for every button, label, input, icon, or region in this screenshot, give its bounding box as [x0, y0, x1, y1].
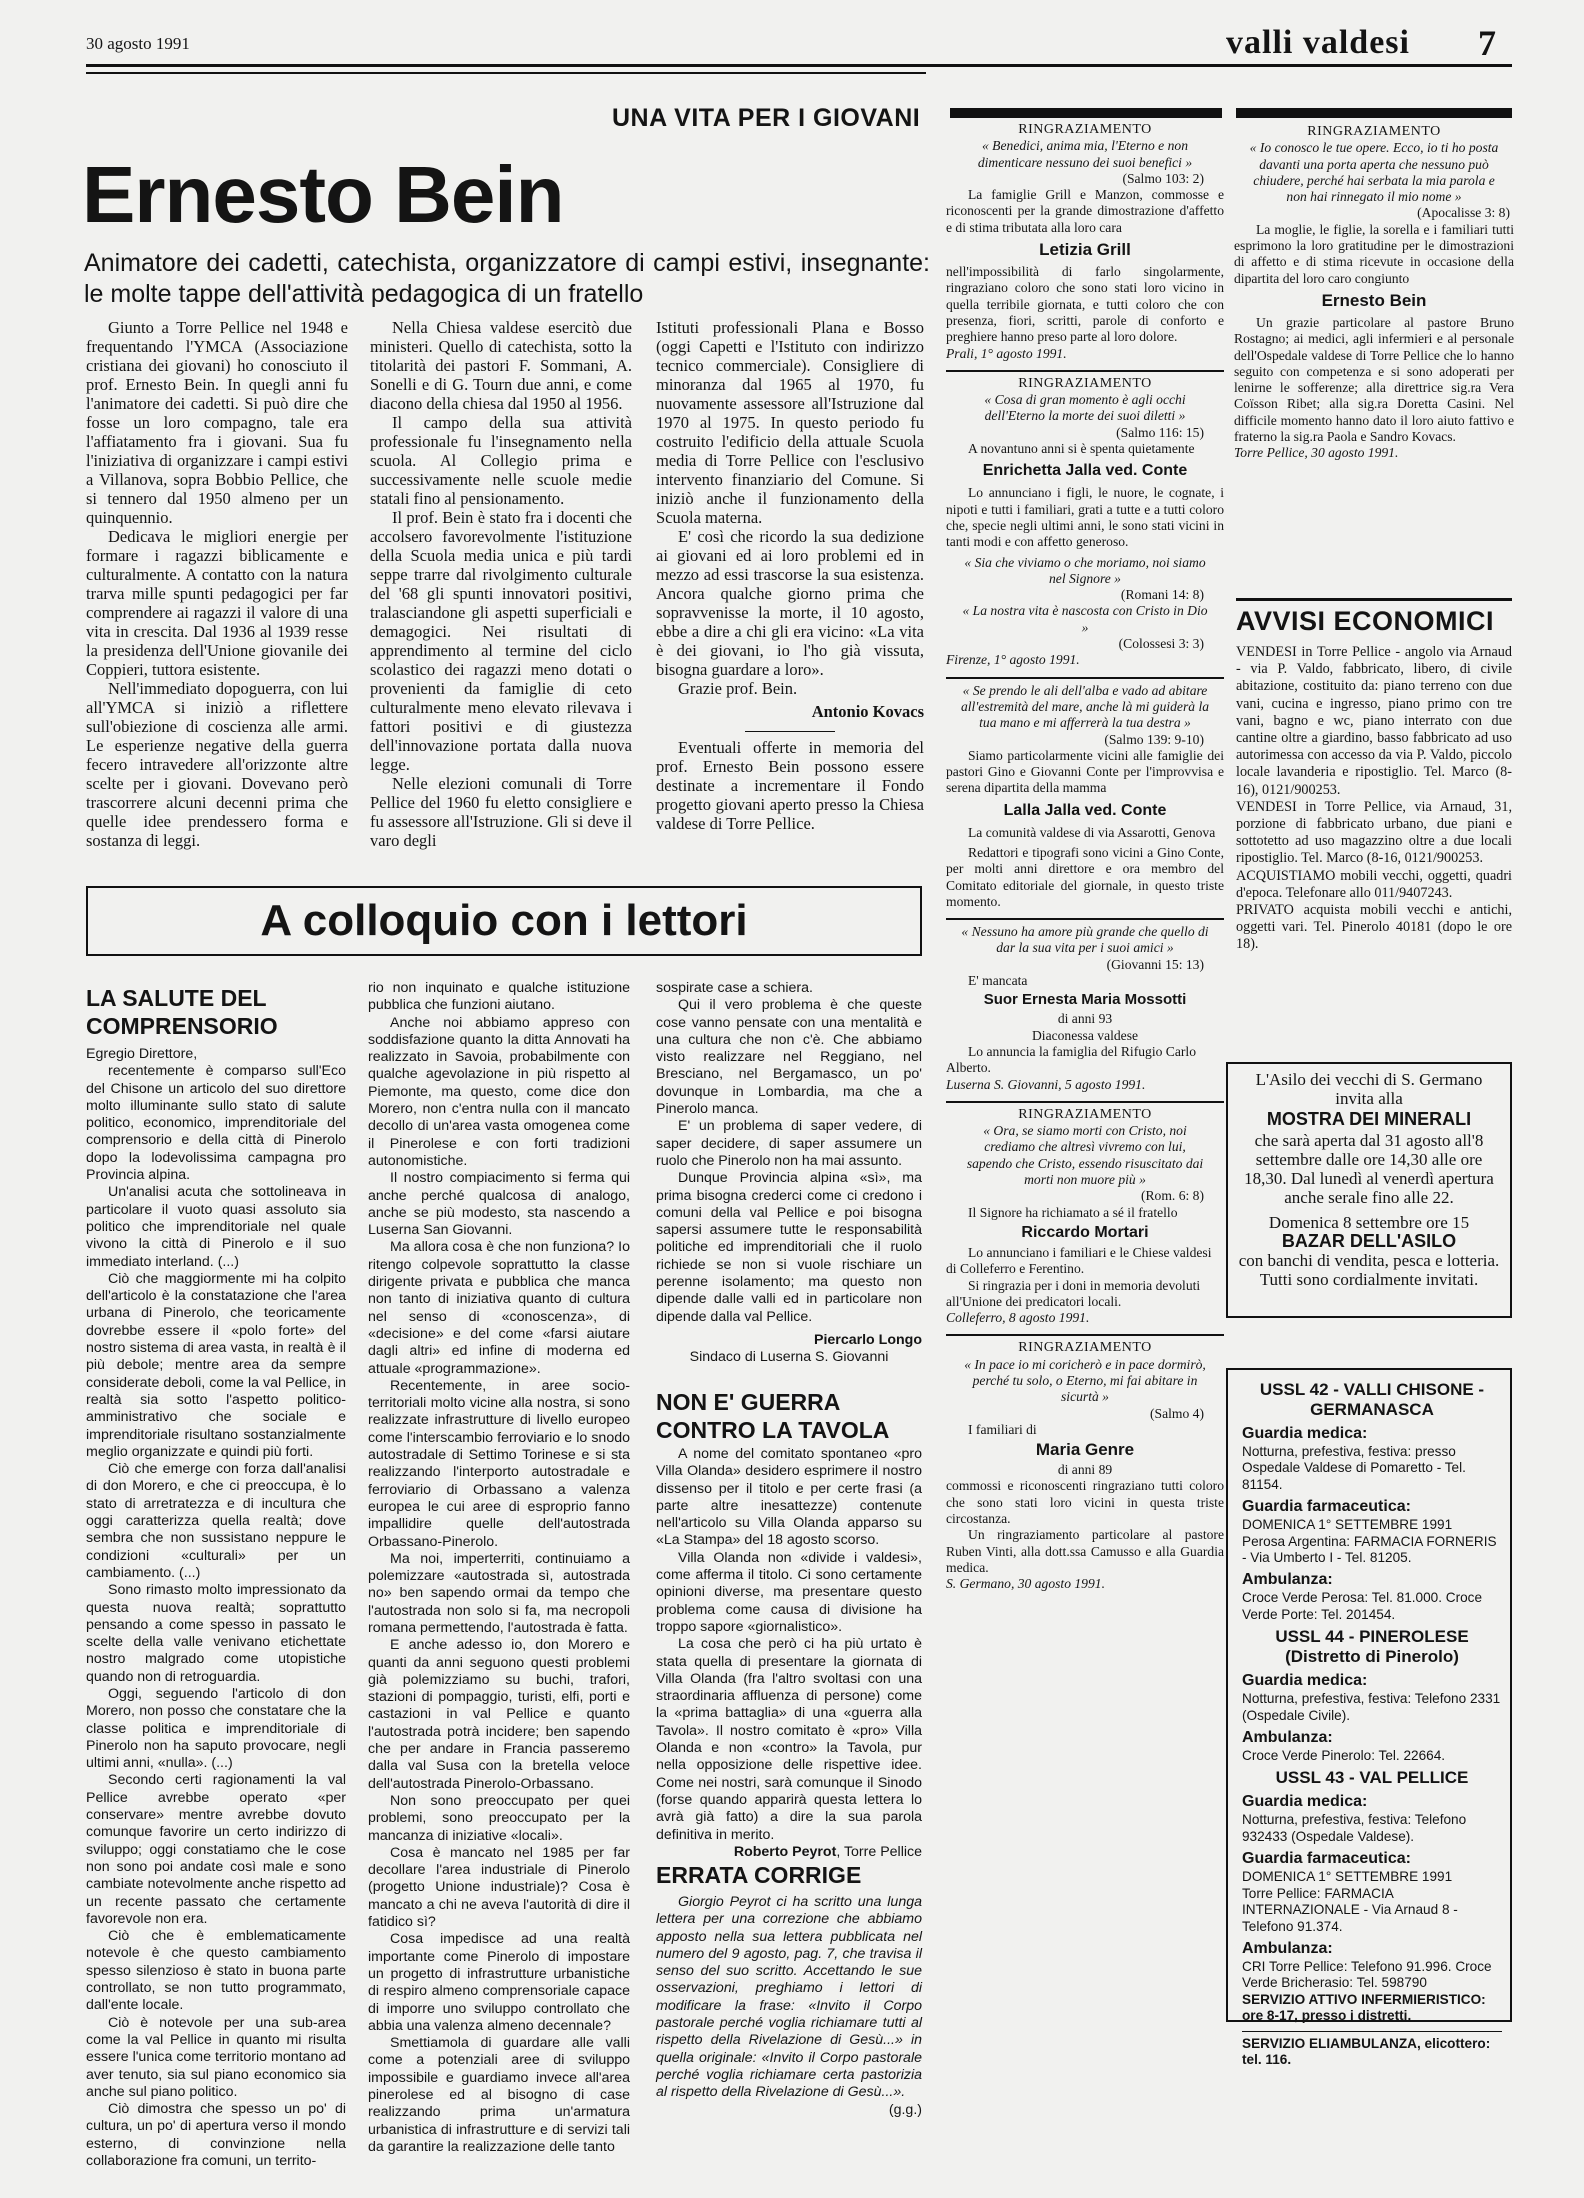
ussl43-guardia-medica-label: Guardia medica: — [1242, 1793, 1368, 1811]
conte-notice-place: Firenze, 1° agosto 1991. — [946, 652, 1080, 668]
conte-notice-verse: « Cosa di gran momento è agli occhi dell'Eterno la morte dei suoi diletti » — [984, 392, 1186, 424]
tavola-paragraph: La cosa che però ci ha più urtato è stata quella di presentare la giornata di Villa Olanda (fra l'altro svoltasi con una straordinaria affluenza di persone) come la «prima battaglia» di una «guerra alla Tavola». Il nostro comitato è «pro» Villa Olanda e non «contro» la Tavola, pur nella opposizione delle rispettive idee. Come nei nostri, sarà comunque il Sinodo (forse quando apparirà questa lettera lo avrà già fatto) a dire la sua parola definitiva in merito. — [656, 1636, 922, 1843]
mossotti-notice-verse: « Nessuno ha amore più grande che quello di dar la sua vita per i suoi amici » — [961, 924, 1209, 956]
mortari-notice-text: Si ringrazia per i doni in memoria devoluti all'Unione dei predicatori locali. — [946, 1277, 1201, 1309]
salute-paragraph: Qui il vero problema è che queste cose vanno pensate con una mentalità e una cultura che non c'è. Che abbiamo visto realizzare nel Reggiano, nel Bresciano, nel Bergamasco, un po' dovunque in Lombardia, ma che a Pinerolo manca. — [656, 997, 922, 1118]
salute-paragraph: Sono rimasto molto impressionato da questa nuova realtà; soprattutto pensando a come spesso in passato le scelte della valle venivano etichettate nostro malgrado come utopistiche quando non di retroguardia. — [86, 1582, 346, 1685]
salute-title: LA SALUTE DEL COMPRENSORIO — [86, 985, 278, 1039]
asilo-intro: L'Asilo dei vecchi di S. Germano invita alla — [1255, 1070, 1483, 1108]
avvisi-item: PRIVATO acquista mobili vecchi e antichi, oggetti vari. Tel. Pinerolo 40181 (dopo le ore 18). — [1236, 902, 1512, 953]
salute-paragraph: Il nostro compiacimento si ferma qui anche perché qualcosa di analogo, anche se più modesto, sta nascendo a Luserna San Giovanni. — [368, 1170, 630, 1239]
mortari-notice-name: Riccardo Mortari — [1021, 1223, 1149, 1241]
bein-divider — [745, 731, 835, 732]
ussl42-farmacia-label: Guardia farmaceutica: — [1242, 1498, 1411, 1516]
ussl42-guardia-medica-text: Notturna, prefestiva, festiva: presso Ospedale Valdese di Pomaretto - Tel. 81154. — [1242, 1444, 1466, 1492]
salute-paragraph: Dunque Provincia alpina «sì», ma prima bisogna crederci come ci credono i comuni della val Pellice e poi bisogna sapersi assumere tutte le responsabilità politiche ed imprenditoriali che il ruolo richiede se non si vuole rischiare un perenne isolamento; ma questo non dipende dalle valli ed in particolare non dipende dalla val Pellice. — [656, 1170, 922, 1325]
bein-title: Ernesto Bein — [82, 150, 564, 239]
bein-paragraph: Nell'immediato dopoguerra, con lui all'YMCA si iniziò a riflettere sull'obiezione di coscienza alle armi. Le esperienze negative della guerra fecero intravedere all'orizzonte altre scelte per i giovani. Dovevano però trascorrere alcuni decenni prima che quelle idee prendessero forma e sostanza di leggi. — [86, 679, 348, 850]
bein-notice-ref: (Apocalisse 3: 8) — [1417, 205, 1510, 221]
mossotti-notice-age: di anni 93 — [1057, 1011, 1113, 1027]
bein-column-3 — [656, 318, 924, 833]
bein-paragraph: Dedicava le migliori energie per formare i ragazzi biblicamente e culturalmente. A contatto con la natura trarva mille spunti pedagogici per far comprendere ai ragazzi il valore di una vita in crescita. Dal 1936 al 1939 resse la presidenza dell'Unione giovanile dei Coppieri, tuttora esistente. — [86, 527, 348, 679]
ussl43-ambulanza-label: Ambulanza: — [1242, 1939, 1333, 1957]
salute-paragraph: Ma noi, imperterriti, continuiamo a polemizzare «autostrada sì, autostrada no» ben sapendo ormai da tempo che l'autostrada non solo si fa, ma necropoli romana permettendo, l'autostrada è fatta. — [368, 1550, 630, 1636]
lalla-notice-text: Redattori e tipografi sono vicini a Gino Conte, per molti anni direttore e ora membro del Comitato editoriale del giornale, in questo triste momento. — [946, 844, 1224, 909]
salute-paragraph: Smettiamola di guardare alle valli come a potenziali aree di sviluppo impossibile e guardiamo invece all'area pinerolese ed al bisogno di case realizzando prima un'armatura urbanistica di infrastrutture e di servizi tali da garantire la realizzazione delle tanto — [368, 2035, 630, 2155]
ussl44-ambulanza-text: Croce Verde Pinerolo: Tel. 22664. — [1242, 1748, 1446, 1764]
genre-notice-text: commossi e riconoscenti ringraziano tutti coloro che sono stati loro vicini in questa triste circostanza. — [946, 1478, 1224, 1527]
avvisi-item: VENDESI in Torre Pellice - angolo via Arnaud - via P. Valdo, fabbricato, libero, di civile abitazione, costituito da: piano terreno con due vani, cucina e ingresso, piano primo con tre vani, bagno e wc, piano interrato con due cantine oltre a giardino, basso fabbricato ad uso autorimessa con accesso da via P. Valdo, piccolo locale lavanderia e ripostiglio. Tel. Marco (8-16), 0121/900253. — [1236, 644, 1512, 798]
lalla-notice-text: La comunità valdese di via Assarotti, Genova — [968, 824, 1216, 840]
tavola-signature — [656, 1844, 922, 1861]
mortari-notice-ref: (Rom. 6: 8) — [1140, 1188, 1204, 1204]
salute-paragraph: rio non inquinato e qualche istituzione pubblica che funzioni aiutano. — [368, 980, 630, 1014]
conte-notice-text: Lo annunciano i figli, le nuore, le cognate, i nipoti e tutti i familiari, grati a tutte e a tutti coloro che, specie negli ultimi anni, le sono stati vicini in tanti modi e con affetto generoso. — [946, 485, 1224, 550]
grill-notice-text: nell'impossibilità di farlo singolarmente, ringraziano coloro che sono stati loro vicino in quella terribile giornata, e tutti coloro che con presenza, fiori, scritti, parole di conforto e preghiere hanno preso parte al loro dolore. — [946, 264, 1224, 345]
conte-notice-text: A novantuno anni si è spenta quietamente — [968, 441, 1195, 457]
errata-title: ERRATA CORRIGE — [656, 1862, 862, 1888]
ussl42-farmacia-date: DOMENICA 1° SETTEMBRE 1991 — [1242, 1517, 1453, 1533]
bein-notice-head: RINGRAZIAMENTO — [1307, 124, 1441, 139]
salute-paragraph: Un'analisi acuta che sottolineava in particolare il vuoto quasi assoluto sia politico che imprenditoriale nel quale vivono la città di Pinerolo e il suo immediato interland. (...) — [86, 1184, 346, 1270]
asilo-bazar-text: con banchi di vendita, pesca e lotteria. Tutti sono cordialmente invitati. — [1238, 1251, 1500, 1289]
header-rule — [86, 64, 1512, 67]
bein-notice-top-bar — [1236, 108, 1512, 118]
grill-notice-ref: (Salmo 103: 2) — [1122, 170, 1204, 186]
notice-divider — [946, 918, 1224, 920]
bein-column-2 — [370, 318, 632, 850]
lalla-notice-ref: (Salmo 139: 9-10) — [1104, 731, 1204, 747]
salute-paragraph: Secondo certi ragionamenti la val Pellice avrebbe operato «per conservare» mentre avrebbe dovuto comunque favorire un certo indirizzo di sviluppo; oggi constatiamo che le cose non sono poi andate così male e sono cambiate notevolmente anche rispetto ad un recente passato che certamente favorevole non era. — [86, 1772, 346, 1927]
errata-signature: (g.g.) — [888, 2101, 922, 2118]
mossotti-notice-place: Luserna S. Giovanni, 5 agosto 1991. — [946, 1076, 1146, 1092]
ussl44-guardia-medica-text: Notturna, prefestiva, festiva: Telefono 2331 (Ospedale Civile). — [1242, 1691, 1501, 1723]
tavola-paragraph: Villa Olanda non «divide i valdesi», come afferma il titolo. Ci sono certamente opinioni diverse, ma presentare questo problema come causa di divisione ha troppo sapore «giornalistico». — [656, 1549, 922, 1635]
ussl42-heading: USSL 42 - VALLI CHISONE - GERMANASCA — [1259, 1380, 1485, 1419]
bein-paragraph: Giunto a Torre Pellice nel 1948 e frequentando l'YMCA (Associazione cristiana dei giovani) ho conosciuto il prof. Ernesto Bein. In quegli anni fu l'animatore dei cadetti. Si può dire che fosse un loro compagno, tale era l'affiatamento fra i giovani. Sua fu l'iniziativa di organizzare i campi estivi a Villanova, sopra Bobbio Pellice, che si tennero dal 1950 almeno per un quinquennio. — [86, 318, 348, 527]
avvisi-item: ACQUISTIAMO mobili vecchi, oggetti, quadri d'epoca. Telefonare allo 011/9407243. — [1236, 867, 1512, 901]
salute-paragraph: Ciò dimostra che spesso un po' di cultura, un po' di apertura verso il mondo esterno, di convinzione nella collaborazione fra comuni, un territo- — [86, 2101, 346, 2169]
conte-notice-head: RINGRAZIAMENTO — [1018, 375, 1152, 391]
lalla-notice-text: Siamo particolarmente vicini alle famiglie dei pastori Gino e Giovanni Conte per l'improvvisa e serena dipartita della mamma — [946, 747, 1224, 796]
salute-paragraph: Cosa impedisce ad una realtà importante come Pinerolo di impostare un progetto di infrastrutture urbanistiche di respiro almeno comprensoriale capace di imporre uno sviluppo controllato che abbia una valenza almeno decennale? — [368, 1931, 630, 2034]
bein-notice-place: Torre Pellice, 30 agosto 1991. — [1234, 445, 1399, 461]
grill-notice-name: Letizia Grill — [1039, 240, 1131, 260]
salute-column-2 — [368, 980, 630, 2156]
bein-column-1 — [86, 318, 348, 850]
avvisi-item: VENDESI in Torre Pellice, via Arnaud, 31, porzione di fabbricato urbano, due piani e sottotetto ad uso magazzino oltre a due locali ripostiglio. Tel. Marco (8-16, 0121/900253. — [1236, 798, 1512, 867]
ussl43-farmacia-label: Guardia farmaceutica: — [1242, 1850, 1411, 1868]
header-rule-left — [86, 72, 926, 74]
ussl42-ambulanza-label: Ambulanza: — [1242, 1571, 1333, 1589]
ussl43-heading: USSL 43 - VAL PELLICE — [1275, 1768, 1469, 1788]
header-date: 30 agosto 1991 — [86, 34, 190, 53]
ussl42-ambulanza-text: Croce Verde Perosa: Tel. 81.000. Croce Verde Porte: Tel. 201454. — [1242, 1590, 1483, 1622]
conte-notice-ref: (Salmo 116: 15) — [1116, 424, 1204, 440]
bein-notice-text: Un grazie particolare al pastore Bruno Rostagno; ai medici, agli infermieri e al personale dell'Ospedale valdese di Torre Pellice che lo hanno seguito con competenza e si sono adoperati per lenirne le sofferenze; alla direttrice sig.ra Vera Coïsson Ribet; alla sig.ra Doretta Casini. Nel difficile momento hanno dato il loro aiuto fattivo e fraterno la sig.ra Paola e Sandro Kovacs. — [1234, 314, 1514, 445]
ussl44-guardia-medica-label: Guardia medica: — [1242, 1672, 1368, 1690]
salute-paragraph: sospirate case a schiera. — [656, 980, 813, 996]
genre-notice-name: Maria Genre — [1035, 1440, 1135, 1460]
mossotti-notice-name: Suor Ernesta Maria Mossotti — [983, 991, 1187, 1009]
conte-notice-ref: (Romani 14: 8) — [1120, 587, 1204, 603]
salute-paragraph: Anche noi abbiamo appreso con soddisfazione quanto la ditta Annovati ha realizzato in Savoia, probabilmente con qualche agevolazione in più rispetto al Piemonte, ma questo, come dice don Morero, non c'entra nulla con il mancato decollo di un'area vasta omogenea come il Pinerolese e con forti tradizioni autonomistiche. — [368, 1014, 630, 1169]
avvisi-title: AVVISI ECONOMICI — [1236, 606, 1495, 636]
salute-signer-role: Sindaco di Luserna S. Giovanni — [689, 1349, 889, 1366]
salute-signer: Piercarlo Longo — [814, 1331, 922, 1348]
bein-notice-name: Ernesto Bein — [1321, 290, 1427, 310]
asilo-hours: che sarà aperta dal 31 agosto all'8 settembre dalle ore 14,30 alle ore 18,30. Dal lunedì al venerdì apertura anche serale fino alle 22. — [1244, 1131, 1494, 1207]
mossotti-notice-role: Diaconessa valdese — [1031, 1027, 1139, 1043]
mossotti-notice-text: E' mancata — [968, 973, 1028, 989]
tavola-signer: Roberto Peyrot — [733, 1843, 837, 1860]
genre-notice-head: RINGRAZIAMENTO — [1018, 1340, 1152, 1356]
errata-body — [656, 1894, 922, 2119]
genre-notice-text: I familiari di — [968, 1421, 1037, 1437]
grill-notice-head: RINGRAZIAMENTO — [1018, 122, 1152, 137]
salute-paragraph: Ciò che maggiormente mi ha colpito dell'articolo è la constatazione che l'area urbana di Pinerolo, che teoricamente dovrebbe essere il «polo forte» del nostro sistema di area vasta, in realtà è il più debole; mentre area da sempre considerate deboli, come la val Pellice, in realtà sia sotto l'aspetto politico-amministrativo che sociale e imprenditoriale risultano sostanzialmente meglio organizzate e quindi più forti. — [86, 1270, 346, 1460]
asilo-exhibit-title: MOSTRA DEI MINERALI — [1266, 1109, 1472, 1129]
tavola-signer-place: , Torre Pellice — [836, 1843, 922, 1860]
salute-column-1 — [86, 1046, 346, 2170]
genre-notice-text: Un ringraziamento particolare al pastore Ruben Vinti, alla dott.ssa Camusso e alla Guardia medica. — [946, 1527, 1224, 1575]
header-page-number: 7 — [1478, 23, 1496, 63]
bein-notice — [1234, 124, 1514, 462]
genre-notice-place: S. Germano, 30 agosto 1991. — [946, 1576, 1105, 1592]
mortari-notice-text: Il Signore ha richiamato a sé il fratello — [968, 1204, 1178, 1220]
mortari-notice-head: RINGRAZIAMENTO — [1018, 1106, 1152, 1122]
grill-notice-verse: « Benedici, anima mia, l'Eterno e non dimenticare nessuno dei suoi benefici » — [977, 138, 1193, 170]
salute-paragraph: Non sono preoccupato per quei problemi, sono preoccupato per la mancanza di iniziative «locali». — [368, 1792, 630, 1844]
bein-paragraph: Istituti professionali Plana e Bosso (oggi Capetti e l'Istituto con indirizzo tecnico commerciale). Consigliere di minoranza dal 1965 al 1970, fu nuovamente assessore all'Istruzione dal 1970 al 1975. In questo periodo fu costruito l'edificio della attuale Scuola media di Torre Pellice con l'esclusivo intervento finanziario del Comune. Si iniziò anche il funzionamento della Scuola materna. — [656, 318, 924, 527]
ussl44-heading: USSL 44 - PINEROLESE (Distretto di Pinerolo) — [1275, 1627, 1469, 1667]
conte-notice-verse: « Sia che viviamo o che moriamo, noi siamo nel Signore » — [964, 554, 1206, 586]
header-paper-name: valli valdesi — [1226, 24, 1410, 61]
ussl43-guardia-medica-text: Notturna, prefestiva, festiva: Telefono 932433 (Ospedale Valdese). — [1242, 1812, 1467, 1844]
bein-subtitle: Animatore dei cadetti, catechista, organizzatore di campi estivi, insegnante: le molte tappe dell'attività pedagogica di un fratello — [84, 249, 930, 308]
mortari-notice-place: Colleferro, 8 agosto 1991. — [946, 1310, 1090, 1326]
salute-paragraph: Ciò che emerge con forza dall'analisi di don Morero, e che ci preoccupa, è lo stato di arretratezza e di incultura che oggi caratterizza quella realtà; dove sembra che non sussistano neppure le condizioni «culturali» per un cambiamento. (...) — [86, 1461, 346, 1581]
conte-notice-name: Enrichetta Jalla ved. Conte — [982, 462, 1188, 480]
genre-notice-age: di anni 89 — [1057, 1462, 1113, 1478]
notices-column — [946, 122, 1224, 1593]
salute-paragraph: Recentemente, in aree socio-territoriali molto vicine alla nostra, si sono realizzate infrastrutture di livello europeo come l'interscambio ferroviario e lo snodo autostradale di Settimo Torinese e si sta realizzando l'interporto autostradale e ferroviario di Orbassano a valenza europea le cui aree di esproprio fanno impallidire quelle dell'autostrada Orbassano-Pinerolo. — [368, 1377, 630, 1550]
avvisi-top-rule — [1236, 598, 1512, 601]
salute-paragraph: E' un problema di saper vedere, di saper decidere, di saper assumere un ruolo che Pinerolo non ha mai assunto. — [656, 1118, 922, 1169]
bein-paragraph: Nelle elezioni comunali di Torre Pellice del 1960 fu eletto consigliere e fu assessore all'Istruzione. Gli si deve il varo degli — [370, 774, 632, 850]
conte-notice-verse: « La nostra vita è nascosta con Cristo in Dio » — [962, 603, 1208, 635]
ussl-divider — [1242, 2031, 1502, 2032]
lalla-notice-name: Lalla Jalla ved. Conte — [1003, 801, 1167, 819]
avvisi-list — [1236, 644, 1512, 954]
asilo-box — [1226, 1062, 1512, 1318]
tavola-body — [656, 1446, 922, 1861]
salute-paragraph: Cosa è mancato nel 1985 per far decollare l'area industriale di Pinerolo (progetto Unione industriale)? Cosa è mancato a chi ne aveva l'autorità di dire il fatidico sì? — [368, 1844, 630, 1931]
bein-notice-verse: « Io conosco le tue opere. Ecco, io ti ho posta davanti una porta aperta che nessuno può chiudere, perché hai serbata la mia parola e non hai rinnegato il mio nome » — [1249, 140, 1499, 205]
bein-memorial-note: Eventuali offerte in memoria del prof. Ernesto Bein possono essere destinate a incrementare il Fondo progetto giovani aperto presso la Chiesa valdese di Torre Pellice. — [656, 738, 924, 833]
ussl43-farmacia-text: Torre Pellice: FARMACIA INTERNAZIONALE - Via Arnaud 8 - Telefono 91.374. — [1242, 1885, 1458, 1934]
ussl44-ambulanza-label: Ambulanza: — [1242, 1729, 1333, 1747]
ussl43-infermieristico-text: SERVIZIO ATTIVO INFERMIERISTICO: ore 8-17, presso i distretti. — [1242, 1991, 1486, 2024]
notice-divider — [946, 370, 1224, 372]
notice-divider — [946, 677, 1224, 679]
salute-paragraph: recentemente è comparso sull'Eco del Chisone un articolo del suo direttore molto illuminante sullo stato di salute politico, economico, imprenditoriale del comprensorio e della città di Pinerolo dopo la lodevolissima campagna pro Provincia alpina. — [86, 1063, 346, 1184]
asilo-bazar-date: Domenica 8 settembre ore 15 — [1268, 1213, 1470, 1232]
notice-divider — [946, 1334, 1224, 1336]
salute-paragraph: Ciò è notevole per una sub-area come la val Pellice in quanto mi risulta essere l'unica come territorio montano ad aver tenuto, sia sul piano economico sia anche sul piano politico. — [86, 2014, 346, 2100]
ussl43-ambulanza-text: CRI Torre Pellice: Telefono 91.996. Croce Verde Bricherasio: Tel. 598790 — [1242, 1958, 1492, 1991]
errata-text: Giorgio Peyrot ci ha scritto una lunga lettera per una correzione che abbiamo apposto nella sua lettera pubblicata nel numero del 9 agosto, pag. 7, che travisa il senso del suo scritto. Accettando le sue osservazioni, preghiamo i lettori di modificare la frase: «Invito il Corpo pastorale perché voglia richiamare tutti al rispetto della Rivelazione di Gesù...» in quella originale: «Invito il Corpo pastorale perché voglia richiamare certa pastorizia al rispetto della Rivelazione di Gesù...». — [656, 1894, 922, 2101]
salute-paragraph: E anche adesso io, don Morero e quanti da anni seguono questi problemi già polemizziamo su buchi, trafori, stazioni di pompaggio, turisti, elfi, porti e castazioni in val Pellice e quanto l'autostrada potrà incidere; ben sapendo che per andare in Francia passeremo dalla val Susa con la bretella veloce dell'autostrada Pinerolo-Orbassano. — [368, 1637, 630, 1792]
bein-author: Antonio Kovacs — [811, 702, 924, 721]
bein-paragraph: Il prof. Bein è stato fra i docenti che accolsero favorevolmente l'istituzione della Scuola media unica e più tardi seppe trarre dal rivolgimento culturale del '68 gli spunti innovatori positivi, tralasciandone gli aspetti superficiali e demagogici. Nei risultati di apprendimento al termine del ciclo scolastico dei ragazzi meno dotati o provenienti da famiglie di ceto culturalmente meno elevato rilevava i fattori positivi e di giustezza dell'innovazione portata dalla nuova legge. — [370, 508, 632, 774]
colloquio-banner-title: A colloquio con i lettori — [260, 896, 748, 945]
grill-notice-text: La famiglie Grill e Manzon, commosse e riconoscenti per la grande dimostrazione d'affetto e di stima tributata alla loro cara — [946, 187, 1224, 235]
bein-paragraph: Grazie prof. Bein. — [678, 679, 798, 698]
notice-divider — [946, 1101, 1224, 1103]
tavola-title: NON E' GUERRA CONTRO LA TAVOLA — [656, 1389, 890, 1443]
asilo-bazar-title: BAZAR DELL'ASILO — [1281, 1231, 1457, 1251]
salute-column-3 — [656, 980, 922, 1367]
bein-paragraph: E' così che ricordo la sua dedizione ai giovani ed ai loro problemi ed in mezzo ad essi trascorse la sua esistenza. Ancora qualche giorno prima che sopravvenisse la morte, il 10 agosto, ebbe a dire a chi gli era vicino: «La vita è dei giovani, io l'ho già vissuta, bisogna guardare a loro». — [656, 527, 924, 679]
bein-notice-text: La moglie, le figlie, la sorella e i familiari tutti esprimono la loro gratitudine per le dimostrazioni di affetto e di stima ricevute in occasione della dipartita del loro caro congiunto — [1234, 221, 1514, 286]
salute-paragraph: Ciò che è emblematicamente notevole è che questo cambiamento spesso silenzioso è stato in buona parte controllato, se non tutto programmato, dall'ente locale. — [86, 1928, 346, 2014]
mossotti-notice-ref: (Giovanni 15: 13) — [1106, 956, 1204, 972]
mortari-notice-text: Lo annunciano i familiari e le Chiese valdesi di Colleferro e Ferentino. — [946, 1244, 1212, 1277]
ussl43-farmacia-date: DOMENICA 1° SETTEMBRE 1991 — [1242, 1869, 1453, 1885]
salute-salutation: Egregio Direttore, — [86, 1046, 198, 1062]
colloquio-banner — [86, 886, 922, 956]
lalla-notice-verse: « Se prendo le ali dell'alba e vado ad abitare all'estremità del mare, anche là mi guiderà la tua mano e mi afferrerà la tua destra » — [960, 682, 1210, 731]
genre-notice-ref: (Salmo 4) — [1150, 1405, 1204, 1421]
ussl42-farmacia-text: Perosa Argentina: FARMACIA FORNERIS - Via Umberto I - Tel. 81205. — [1242, 1533, 1497, 1566]
salute-paragraph: Oggi, seguendo l'articolo di don Morero, non posso che constatare che la classe politica e imprenditoriale di Pinerolo non ha saputo provocare, negli ultimi anni, «nulla». (...) — [86, 1685, 346, 1772]
ussl42-guardia-medica-label: Guardia medica: — [1242, 1425, 1368, 1442]
salute-paragraph: Ma allora cosa è che non funziona? Io ritengo colpevole soprattutto la classe dirigente privata e pubblica che manca non tanto di iniziativa quanto di cultura nel senso di «conoscenza», di «decisione» e del come «farsi aiutare dagli altri» ed infine di moderna ed attuale «programmazione». — [368, 1239, 630, 1377]
tavola-paragraph: A nome del comitato spontaneo «pro Villa Olanda» desidero esprimere il nostro dissenso per il titolo e per certe frasi (a parte altre inesattezze) contenute nell'articolo su Villa Olanda apparso su «La Stampa» del 18 agosto scorso. — [656, 1446, 922, 1549]
mortari-notice-verse: « Ora, se siamo morti con Cristo, noi crediamo che altresì vivremo con lui, sapendo che Cristo, essendo risuscitato dai morti non muore più » — [966, 1123, 1204, 1188]
ussl-box — [1226, 1368, 1512, 2067]
notices-top-bar — [950, 108, 1222, 118]
genre-notice-verse: « In pace io mi coricherò e in pace dormirò, perché tu solo, o Eterno, mi fai abitare in sicurtà » — [964, 1356, 1206, 1405]
mossotti-notice-text: Lo annuncia la famiglia del Rifugio Carlo Alberto. — [946, 1043, 1197, 1076]
bein-kicker: UNA VITA PER I GIOVANI — [612, 104, 921, 132]
conte-notice-ref: (Colossesi 3: 3) — [1118, 636, 1204, 652]
bein-paragraph: Il campo della sua attività professionale fu l'insegnamento nella scuola. Al Collegio prima e successivamente nelle scuole medie statali fino al pensionamento. — [370, 413, 632, 508]
bein-paragraph: Nella Chiesa valdese esercitò due ministeri. Quello di catechista, sotto la titolarità dei pastori F. Sommani, A. Sonelli e di G. Tourn due anni, e come diacono della chiesa dal 1950 al 1956. — [370, 318, 632, 413]
grill-notice-place: Prali, 1° agosto 1991. — [946, 345, 1067, 361]
eliambulanza-text: SERVIZIO ELIAMBULANZA, elicottero: tel. 116. — [1242, 2035, 1491, 2067]
